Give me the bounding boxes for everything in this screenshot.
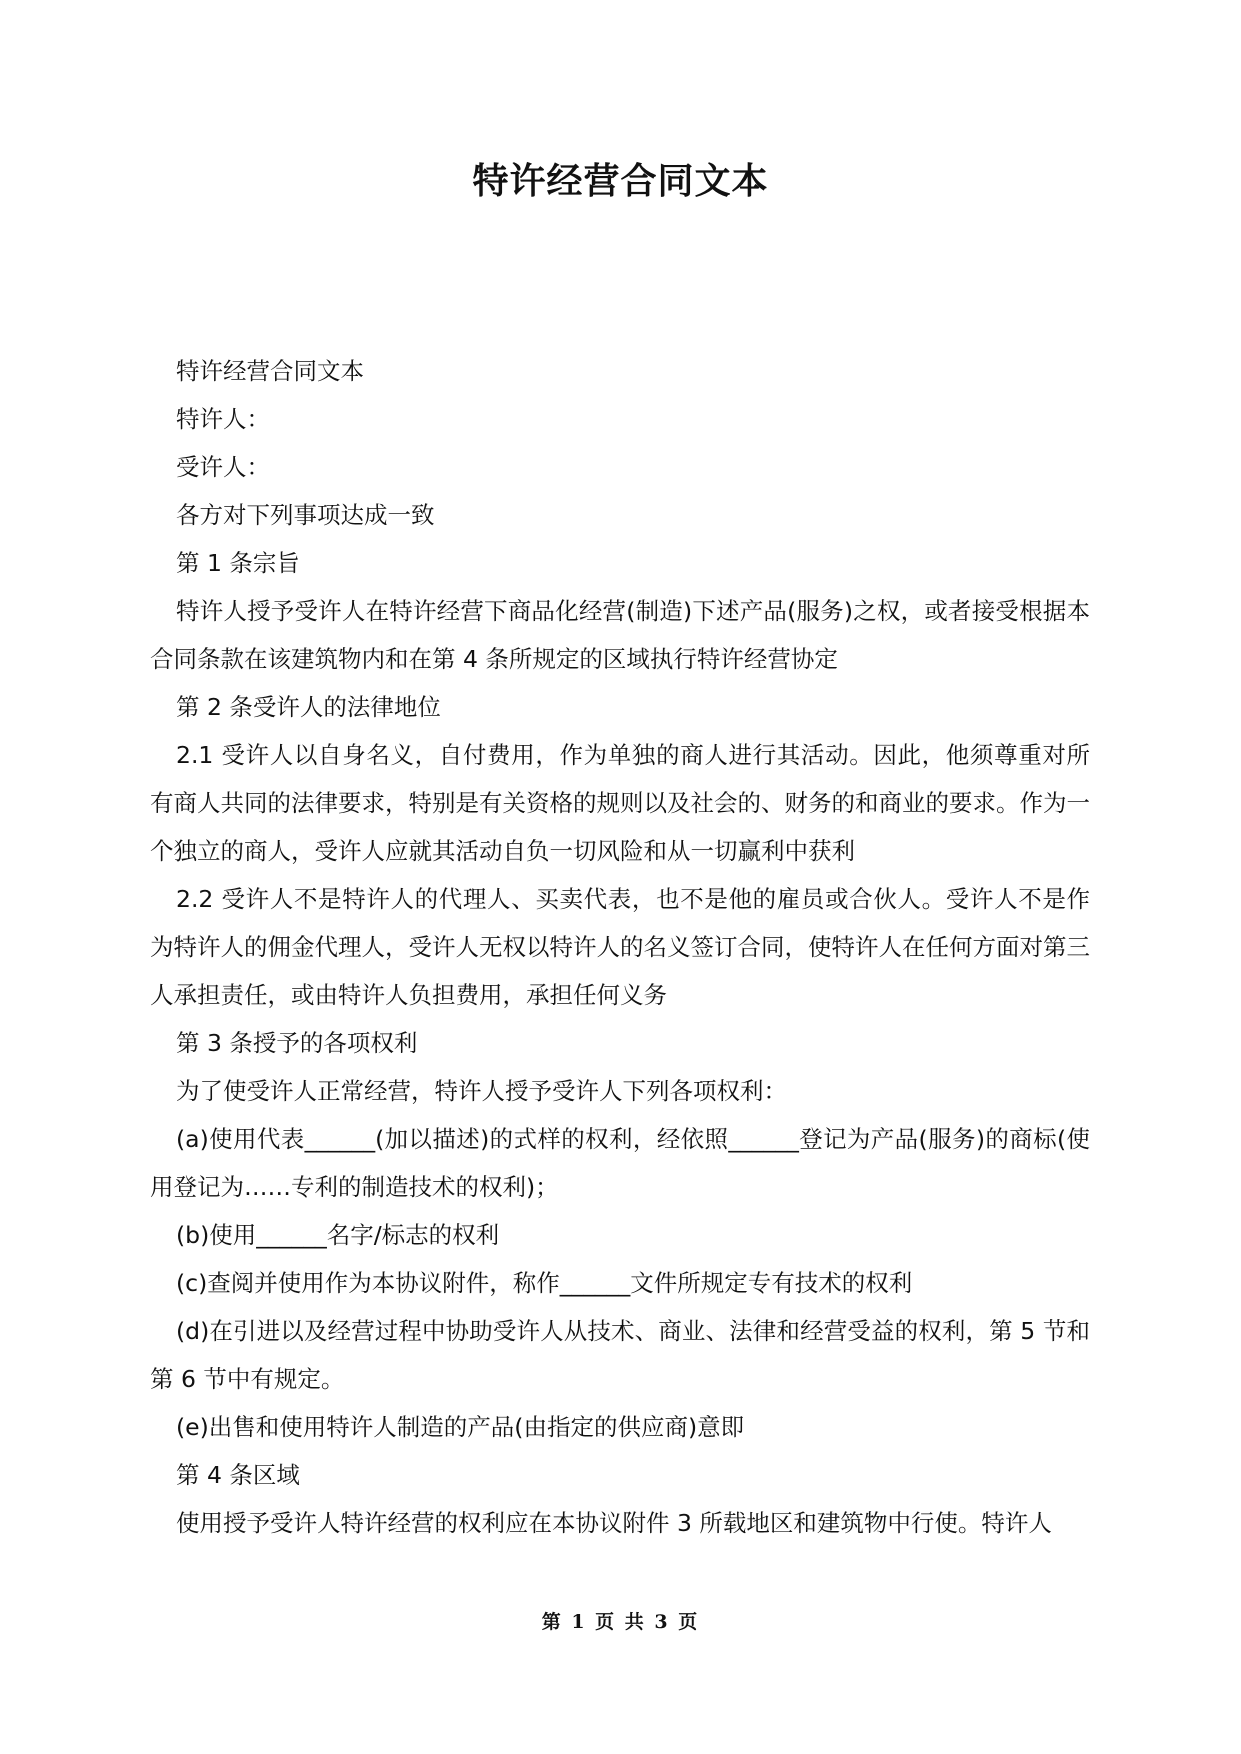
list-item-e: (e)出售和使用特许人制造的产品(由指定的供应商)意即	[176, 1413, 745, 1441]
paragraph-franchisor: 特许人：	[176, 405, 270, 433]
paragraph-article-4-body: 使用授予受许人特许经营的权利应在本协议附件 3 所载地区和建筑物中行使。特许人	[176, 1509, 1052, 1537]
section-heading-article-2: 第 2 条受许人的法律地位	[176, 693, 441, 721]
list-item-b: (b)使用______名字/标志的权利	[176, 1221, 500, 1249]
paragraph-franchisee: 受许人：	[176, 453, 270, 481]
page-number-footer: 第 1 页 共 3 页	[541, 1611, 700, 1633]
document-body	[150, 347, 1090, 1547]
list-item-d: (d)在引进以及经营过程中协助受许人从技术、商业、法律和经营受益的权利，第 5 节和第 6 节中有规定。	[150, 1317, 1090, 1393]
paragraph-article-2-1: 2.1 受许人以自身名义，自付费用，作为单独的商人进行其活动。因此，他须尊重对所有商人共同的法律要求，特别是有关资格的规则以及社会的、财务的和商业的要求。作为一个独立的商人，受许人应就其活动自负一切风险和从一切赢利中获利	[150, 741, 1090, 865]
paragraph-agreement-intro: 各方对下列事项达成一致	[176, 501, 435, 529]
document-title: 特许经营合同文本	[472, 161, 769, 202]
section-heading-article-1: 第 1 条宗旨	[176, 549, 300, 577]
list-item-a: (a)使用代表______(加以描述)的式样的权利，经依照______登记为产品(服务)的商标(使用登记为……专利的制造技术的权利)；	[150, 1125, 1090, 1201]
paragraph-article-3-intro: 为了使受许人正常经营，特许人授予受许人下列各项权利：	[176, 1077, 787, 1105]
section-heading-article-3: 第 3 条授予的各项权利	[176, 1029, 418, 1057]
section-heading-article-4: 第 4 条区域	[176, 1461, 300, 1489]
list-item-c: (c)查阅并使用作为本协议附件，称作______文件所规定专有技术的权利	[176, 1269, 913, 1297]
paragraph-article-2-2: 2.2 受许人不是特许人的代理人、买卖代表，也不是他的雇员或合伙人。受许人不是作为特许人的佣金代理人，受许人无权以特许人的名义签订合同，使特许人在任何方面对第三人承担责任，或由特许人负担费用，承担任何义务	[150, 885, 1090, 1009]
paragraph-article-1-body: 特许人授予受许人在特许经营下商品化经营(制造)下述产品(服务)之权，或者接受根据本合同条款在该建筑物内和在第 4 条所规定的区域执行特许经营协定	[150, 597, 1090, 673]
paragraph-heading-repeat: 特许经营合同文本	[176, 357, 364, 385]
